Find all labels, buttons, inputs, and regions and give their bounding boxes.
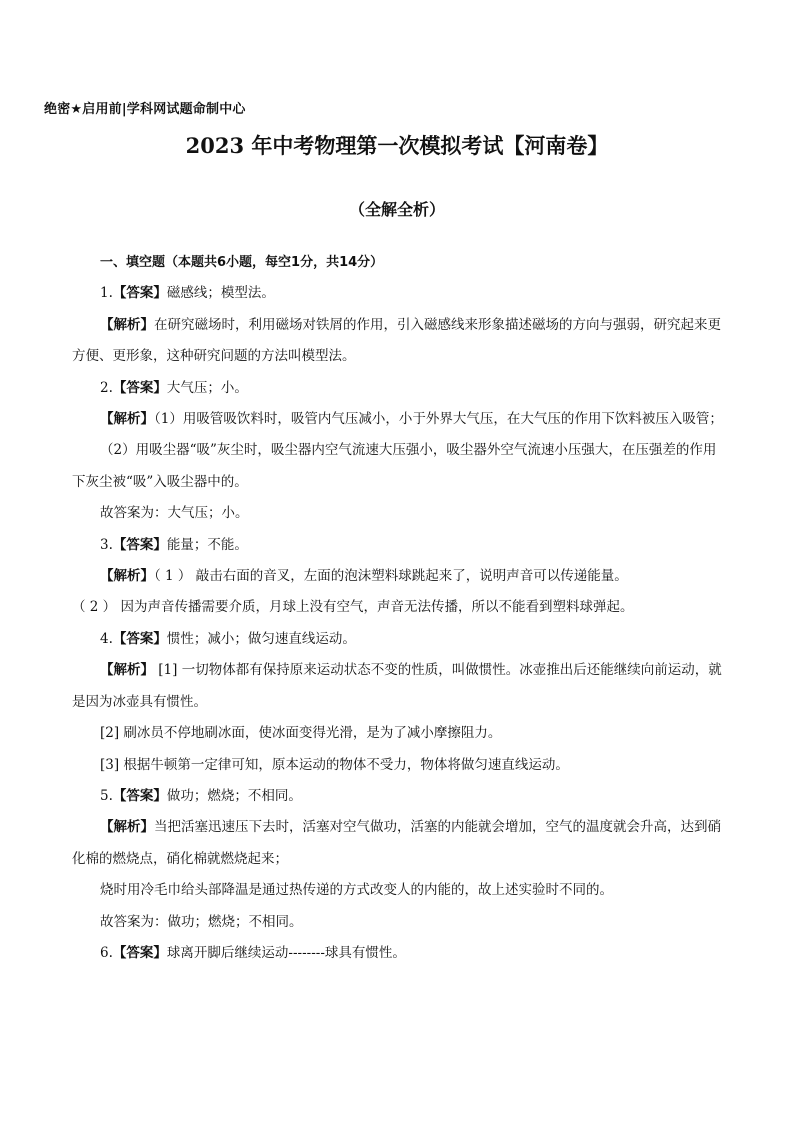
- answer-paragraph: [72, 938, 724, 969]
- analysis-label: 【解析】: [100, 316, 154, 333]
- analysis-paragraph: [72, 561, 724, 592]
- answer-label: 【答案】: [112, 630, 167, 647]
- document-title: 2023 年中考物理第一次模拟考试【河南卷】: [185, 133, 609, 158]
- answer-label: 【答案】: [112, 536, 167, 553]
- item-number: 5.: [100, 787, 113, 804]
- paragraph: 故答案为：做功；燃烧；不相同。: [100, 913, 303, 930]
- analysis-label: 【解析】: [100, 819, 154, 836]
- answer-label: 【答案】: [112, 379, 167, 396]
- answer-label: 【答案】: [112, 285, 167, 302]
- paragraph-text: 磁感线；模型法。: [166, 285, 275, 302]
- paragraph-text: 能量；不能。: [166, 536, 248, 553]
- analysis-label: 【解析】: [100, 411, 154, 428]
- analysis-paragraph: [72, 310, 724, 373]
- analysis-paragraph: [72, 812, 724, 875]
- paragraph-text: 惯性；减小；做匀速直线运动。: [166, 630, 356, 647]
- paragraph-text: （1）用吸管吸饮料时，吸管内气压减小，小于外界大气压，在大气压的作用下饮料被压入吸管；: [154, 411, 723, 428]
- answer-label: 【答案】: [112, 944, 167, 961]
- answer-paragraph: [72, 373, 724, 404]
- answer-paragraph: [72, 624, 724, 655]
- paragraph: 烧时用冷毛巾给头部降温是通过热传递的方式改变人的内能的，故上述实验时不同的。: [100, 882, 613, 899]
- analysis-paragraph: [72, 655, 724, 718]
- analysis-paragraph: [72, 404, 724, 435]
- item-number: 3.: [100, 536, 113, 553]
- paragraph-text: 在研究磁场时，利用磁场对铁屑的作用，引入磁感线来形象描述磁场的方向与强弱，研究起来更方便、更形象，这种研究问题的方法叫模型法。: [72, 316, 721, 365]
- section-heading: 一、填空题（本题共6小题，每空1分，共14分）: [100, 255, 384, 270]
- paragraph-text: 当把活塞迅速压下去时，活塞对空气做功，活塞的内能就会增加，空气的温度就会升高，达到硝化棉的燃烧点，硝化棉就燃烧起来；: [72, 819, 721, 867]
- document-body: [72, 247, 724, 969]
- paragraph: （2）用吸尘器“吸”灰尘时，吸尘器内空气流速大压强小，吸尘器外空气流速小压强大，在压强差的作用下灰尘被“吸”入吸尘器中的。: [72, 442, 717, 490]
- paragraph: [3] 根据牛顿第一定律可知，原本运动的物体不受力，物体将做匀速直线运动。: [100, 756, 569, 773]
- confidential-header: 绝密★启用前|学科网试题命制中心: [44, 102, 246, 117]
- analysis-label: 【解析】: [100, 662, 154, 679]
- document-subtitle: （全解全析）: [348, 200, 445, 219]
- item-number: 4.: [100, 630, 113, 647]
- paragraph-text: 球离开脚后继续运动--------球具有惯性。: [166, 944, 406, 961]
- answer-paragraph: [72, 781, 724, 812]
- paragraph: （ 2 ） 因为声音传播需要介质，月球上没有空气，声音无法传播，所以不能看到塑料球弹起。: [72, 599, 634, 616]
- item-number: 6.: [100, 944, 113, 961]
- paragraph-text: （ 1 ） 敲击右面的音叉，左面的泡沫塑料球跳起来了，说明声音可以传递能量。: [154, 568, 628, 585]
- answer-paragraph: [72, 278, 724, 309]
- answer-label: 【答案】: [112, 787, 167, 804]
- paragraph-text: [1] 一切物体都有保持原来运动状态不变的性质，叫做惯性。冰壶推出后还能继续向前运动，就是因为冰壶具有惯性。: [72, 662, 722, 710]
- item-number: 1.: [100, 285, 113, 302]
- paragraph: 故答案为：大气压；小。: [100, 505, 249, 522]
- answer-paragraph: [72, 530, 724, 561]
- item-number: 2.: [100, 379, 113, 396]
- analysis-label: 【解析】: [100, 568, 154, 585]
- paragraph-text: 大气压；小。: [166, 379, 248, 396]
- paragraph: [2] 刷冰员不停地刷冰面，使冰面变得光滑，是为了减小摩擦阻力。: [100, 725, 502, 742]
- paragraph-text: 做功；燃烧；不相同。: [166, 787, 302, 804]
